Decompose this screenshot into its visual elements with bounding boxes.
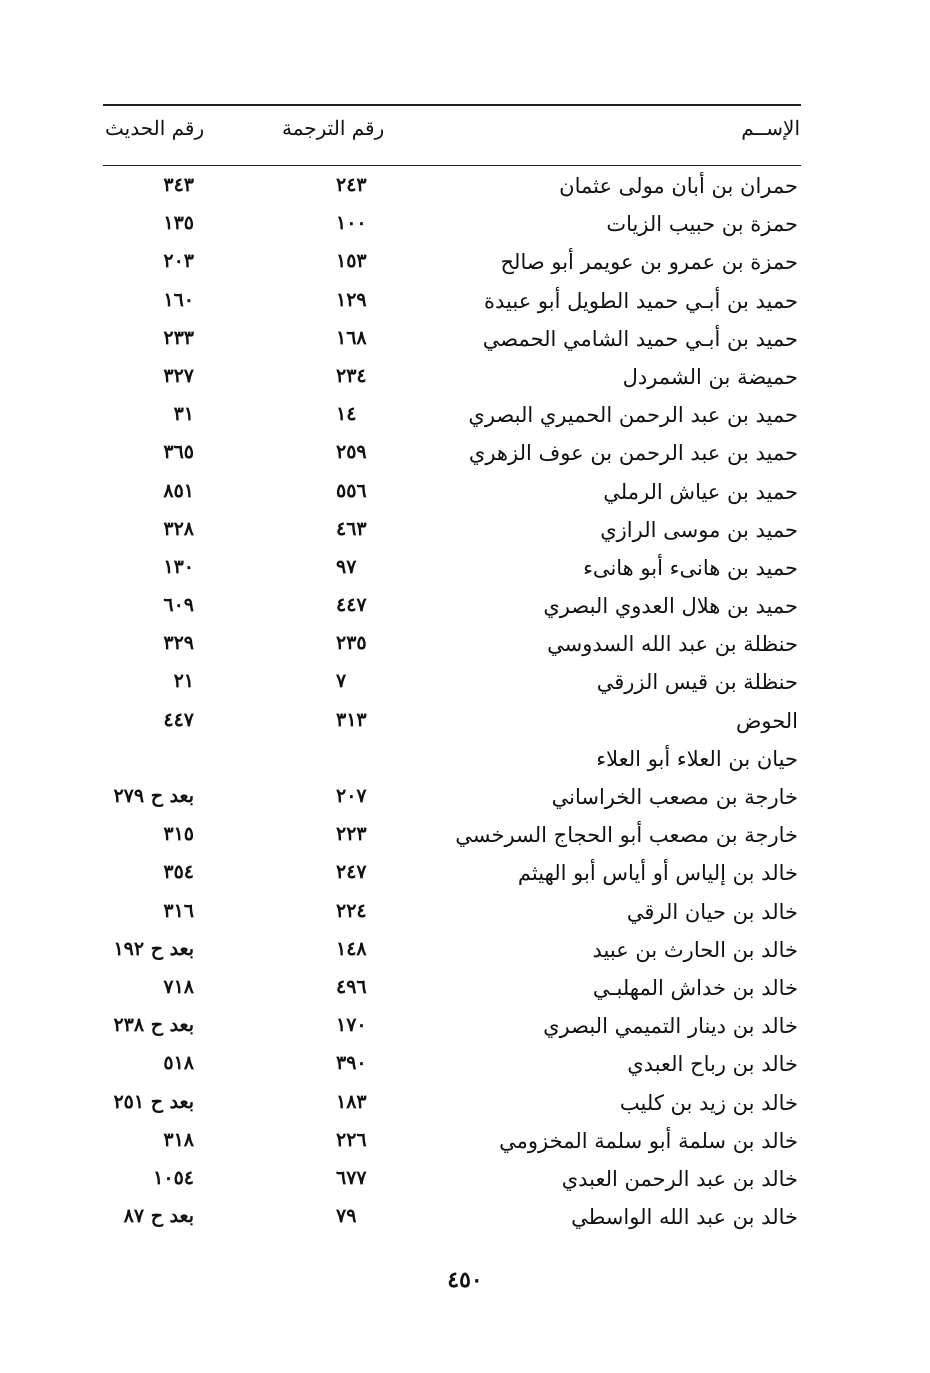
entry-name: خارجة بن مصعب أبو الحجاج السرخسي <box>455 823 798 848</box>
table-row <box>0 514 930 552</box>
hadith-number: ٣٤٣ <box>163 174 194 196</box>
hadith-number: ٨٥١ <box>163 479 194 502</box>
translation-number: ٢٠٧ <box>336 785 367 807</box>
translation-number: ٢٢٦ <box>336 1128 367 1151</box>
translation-number: ٤٩٦ <box>336 975 367 998</box>
entry-name: خارجة بن مصعب الخراساني <box>551 785 798 809</box>
header-rule <box>103 165 801 166</box>
translation-number: ١٧٠ <box>336 1014 367 1037</box>
top-rule <box>103 104 801 106</box>
translation-number: ٧ <box>336 670 347 693</box>
table-row <box>0 361 930 399</box>
translation-number: ١٤٨ <box>336 937 367 960</box>
translation-number: ١٢٩ <box>336 288 367 311</box>
header-name: الإســم <box>741 116 800 140</box>
entry-name: حميد بن موسى الرازي <box>600 517 798 542</box>
entry-name: خالد بن سلمة أبو سلمة المخزومي <box>499 1128 798 1153</box>
table-row <box>0 1125 930 1163</box>
table-row <box>0 972 930 1010</box>
index-table <box>0 170 930 1239</box>
hadith-number: ٥١٨ <box>163 1052 194 1075</box>
table-row <box>0 1010 930 1048</box>
table-row <box>0 323 930 361</box>
table-row <box>0 666 930 704</box>
entry-name: حميد بن عبد الرحمن الحميري البصري <box>468 403 798 428</box>
hadith-number: ٣٥٤ <box>163 861 194 884</box>
table-row <box>0 1201 930 1239</box>
hadith-number: بعد ح ١٩٢ <box>113 937 194 960</box>
table-row <box>0 437 930 475</box>
entry-name: خالد بن عبد الله الواسطي <box>571 1205 798 1230</box>
entry-name: خالد بن الحارث بن عبيد <box>592 937 798 962</box>
table-row <box>0 476 930 514</box>
translation-number: ٢٣٥ <box>336 632 367 655</box>
table-row <box>0 170 930 208</box>
entry-name: حمران بن أبان مولى عثمان <box>559 174 798 198</box>
hadith-number: بعد ح ٢٥١ <box>113 1090 194 1113</box>
hadith-number: بعد ح ٢٣٨ <box>113 1014 194 1037</box>
table-row <box>0 934 930 972</box>
table-row <box>0 552 930 590</box>
hadith-number: ٣٢٩ <box>163 632 194 655</box>
translation-number: ٦٧٧ <box>336 1166 367 1189</box>
hadith-number: ٣٢٧ <box>163 364 194 387</box>
entry-name: الحوض <box>735 708 798 733</box>
entry-name: حميد بن أبـي حميد الطويل أبو عبيدة <box>484 288 798 313</box>
entry-name: حنظلة بن عبد الله السدوسي <box>547 632 798 657</box>
table-row <box>0 743 930 781</box>
entry-name: حنظلة بن قيس الزرقي <box>596 670 798 695</box>
table-row <box>0 1087 930 1125</box>
translation-number: ١٤ <box>336 403 357 426</box>
table-row <box>0 1048 930 1086</box>
translation-number: ٧٩ <box>336 1205 357 1228</box>
translation-number: ٤٦٣ <box>336 517 367 540</box>
translation-number: ٣٩٠ <box>336 1052 367 1075</box>
table-row <box>0 208 930 246</box>
hadith-number: ١٠٥٤ <box>153 1166 194 1189</box>
hadith-number: ٣١ <box>173 403 194 426</box>
entry-name: حميد بن هلال العدوي البصري <box>543 594 798 619</box>
hadith-number: ١٦٠ <box>163 288 194 311</box>
hadith-number: ٣١٨ <box>163 1128 194 1151</box>
table-row <box>0 399 930 437</box>
translation-number: ٢٢٤ <box>336 899 367 922</box>
translation-number: ٢٤٣ <box>336 174 367 196</box>
translation-number: ٢٥٩ <box>336 441 367 464</box>
entry-name: خالد بن إلياس أو أياس أبو الهيثم <box>517 861 798 886</box>
hadith-number: ٢٣٣ <box>163 326 194 349</box>
hadith-number: ٦٠٩ <box>163 594 194 617</box>
entry-name: حيان بن العلاء أبو العلاء <box>596 746 798 771</box>
table-row <box>0 246 930 284</box>
entry-name: حميد بن عياش الرملي <box>603 479 798 504</box>
entry-name: حميد بن هانىء أبو هانىء <box>583 555 798 580</box>
table-row <box>0 285 930 323</box>
hadith-number: ٣٦٥ <box>163 441 194 464</box>
hadith-number: ٢٠٣ <box>163 250 194 273</box>
table-row <box>0 781 930 819</box>
hadith-number: ٣١٥ <box>163 823 194 846</box>
entry-name: حمزة بن حبيب الزيات <box>606 212 798 237</box>
hadith-number: ٤٤٧ <box>163 708 194 731</box>
translation-number: ١٠٠ <box>336 212 367 235</box>
table-row <box>0 628 930 666</box>
hadith-number: ١٣٥ <box>163 212 194 235</box>
table-row <box>0 857 930 895</box>
entry-name: خالد بن دينار التميمي البصري <box>543 1014 798 1039</box>
entry-name: خالد بن عبد الرحمن العبدي <box>561 1166 798 1191</box>
entry-name: خالد بن خداش المهلبـي <box>592 975 798 1000</box>
translation-number: ٥٥٦ <box>336 479 367 502</box>
table-row <box>0 1163 930 1201</box>
hadith-number: ١٣٠ <box>163 555 194 578</box>
entry-name: خالد بن حيان الرقي <box>626 899 798 924</box>
table-row <box>0 590 930 628</box>
hadith-number: بعد ح ٨٧ <box>123 1205 194 1228</box>
translation-number: ٢٢٣ <box>336 823 367 846</box>
translation-number: ٣١٣ <box>336 708 367 731</box>
hadith-number: ٣١٦ <box>163 899 194 922</box>
translation-number: ٢٤٧ <box>336 861 367 884</box>
translation-number: ١٨٣ <box>336 1090 367 1113</box>
header-hadith-number: رقم الحديث <box>105 116 205 140</box>
translation-number: ١٥٣ <box>336 250 367 273</box>
entry-name: حميد بن أبـي حميد الشامي الحمصي <box>482 326 798 351</box>
translation-number: ٩٧ <box>336 555 357 578</box>
translation-number: ٤٤٧ <box>336 594 367 617</box>
table-row <box>0 705 930 743</box>
hadith-number: ٣٢٨ <box>163 517 194 540</box>
page-number: ٤٥٠ <box>447 1267 483 1293</box>
entry-name: حمزة بن عمرو بن عويمر أبو صالح <box>500 250 798 275</box>
entry-name: خالد بن زيد بن كليب <box>619 1090 798 1115</box>
table-row <box>0 896 930 934</box>
table-row <box>0 819 930 857</box>
header-translation-number: رقم الترجمة <box>282 116 385 140</box>
entry-name: حميضة بن الشمردل <box>622 364 798 389</box>
translation-number: ١٦٨ <box>336 326 367 349</box>
entry-name: خالد بن رباح العبدي <box>627 1052 798 1077</box>
hadith-number: ٢١ <box>173 670 194 693</box>
hadith-number: ٧١٨ <box>163 975 194 998</box>
entry-name: حميد بن عبد الرحمن بن عوف الزهري <box>468 441 798 466</box>
translation-number: ٢٣٤ <box>336 364 367 387</box>
hadith-number: بعد ح ٢٧٩ <box>113 785 194 807</box>
